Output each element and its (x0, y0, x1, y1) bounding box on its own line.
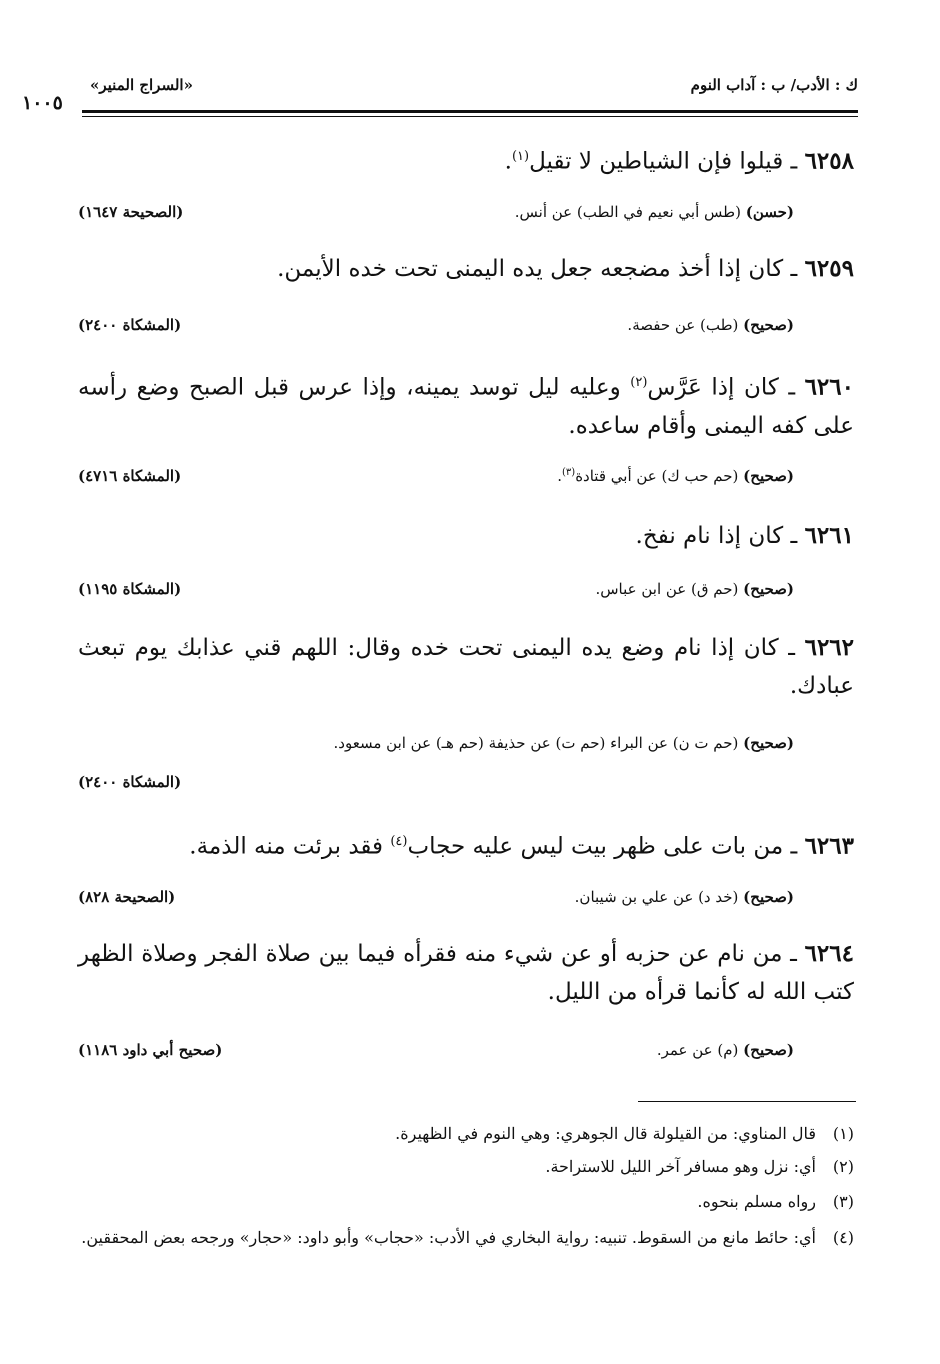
dash: ـ (790, 256, 798, 282)
source-line-6260 (78, 467, 854, 493)
hadith-6260 (78, 364, 854, 445)
grade: (صحيح) (743, 734, 794, 752)
hadith-number: ٦٢٦٣ (804, 832, 854, 860)
footnote-4 (78, 1224, 854, 1252)
reference: (المشكاة ٢٤٠٠) (78, 316, 182, 334)
hadith-6264 (78, 935, 854, 1011)
source: (خد د) عن علي بن شيبان. (574, 888, 739, 906)
dash: ـ (790, 941, 797, 967)
hadith-text-cont: وعليه ليل توسد يمينه، وإذا عرس قبل الصبح وضع رأسه على كفه اليمنى وأقام ساعده. (78, 374, 854, 439)
header-rule-thick (82, 110, 858, 113)
hadith-text-end: . (504, 148, 512, 175)
footnote-ref: (٣) (562, 467, 576, 478)
footnote-text: قال المناوي: من القيلولة قال الجوهري: وهي النوم في الظهيرة. (395, 1124, 816, 1143)
source-end: . (557, 467, 563, 485)
hadith-number: ٦٢٥٩ (804, 255, 854, 282)
hadith-number: ٦٢٦٢ (804, 634, 855, 661)
hadith-number: ٦٢٥٨ (804, 147, 854, 175)
dash: ـ (790, 523, 798, 549)
source-line-6259 (78, 316, 854, 342)
hadith-number: ٦٢٦١ (804, 522, 854, 549)
reference-line-6262 (78, 773, 854, 799)
grade: (صحيح) (743, 1041, 794, 1059)
source-line-6264 (78, 1041, 854, 1067)
reference: (المشكاة ١١٩٥) (78, 580, 182, 598)
running-header (40, 76, 858, 100)
footnote-ref: (٢) (630, 375, 648, 390)
reference: (الصحيحة ٨٢٨) (78, 888, 176, 906)
grade: (صحيح) (743, 888, 794, 906)
footnote-text: أي: حائط مانع من السقوط. تنبيه: رواية البخاري في الأدب: «حجاب» وأبو داود: «حجار» ورجحه بعض المحققين. (81, 1228, 816, 1247)
reference: (صحيح أبي داود ١١٨٦) (78, 1041, 223, 1059)
hadith-6259 (78, 250, 854, 288)
footnote-number: (٣) (832, 1192, 854, 1211)
source: (م) عن عمر. (656, 1041, 739, 1059)
source: (طس أبي نعيم في الطب) عن أنس. (514, 203, 741, 221)
source-line-6261 (78, 580, 854, 606)
hadith-text: من نام عن حزبه أو عن شيء منه فقرأه فيما بين صلاة الفجر وصلاة الظهر كتب الله له كأنما قرأه من الليل. (78, 941, 854, 1005)
chapter-title: ك : الأدب/ ب : آداب النوم (690, 76, 858, 94)
footnote-text: أي: نزل وهو مسافر آخر الليل للاستراحة. (545, 1157, 816, 1176)
hadith-number: ٦٢٦٤ (804, 940, 854, 967)
footnote-text: رواه مسلم بنحوه. (697, 1192, 816, 1211)
footnote-number: (٤) (832, 1228, 854, 1247)
hadith-text: كان إذا نام وضع يده اليمنى تحت خده وقال: اللهم قني عذابك يوم تبعث عبادك. (78, 635, 854, 699)
header-rule-thin (82, 116, 858, 117)
hadith-number: ٦٢٦٠ (804, 373, 854, 401)
source: (حم ت ن) عن البراء (حم ت) عن حذيفة (حم هـ) عن ابن مسعود. (333, 734, 739, 752)
source-line-6262 (78, 734, 854, 760)
hadith-6262 (78, 629, 854, 705)
hadith-text: كان إذا عَرَّس (647, 374, 779, 401)
dash: ـ (788, 635, 795, 661)
footnote-ref: (١) (511, 149, 530, 164)
dash: ـ (788, 374, 796, 401)
grade: (صحيح) (743, 316, 794, 334)
dash: ـ (790, 833, 798, 860)
reference: (المشكاة ٢٤٠٠) (78, 773, 182, 791)
source: (طب) عن حفصة. (627, 316, 739, 334)
source-line-6258 (78, 203, 854, 229)
footnote-3 (78, 1188, 854, 1216)
dash: ـ (790, 148, 798, 175)
grade: (صحيح) (743, 580, 794, 598)
hadith-text: قيلوا فإن الشياطين لا تقيل (529, 148, 784, 175)
reference: (المشكاة ٤٧١٦) (78, 467, 182, 485)
hadith-text: كان إذا نام نفخ. (635, 523, 784, 549)
grade: (صحيح) (743, 467, 794, 485)
grade: (حسن) (745, 203, 794, 221)
source: (حم ق) عن ابن عباس. (595, 580, 739, 598)
hadith-text-end: فقد برئت منه الذمة. (189, 833, 384, 860)
reference: (الصحيحة ١٦٤٧) (78, 203, 184, 221)
footnote-2 (78, 1153, 854, 1181)
footnote-ref: (٤) (390, 834, 408, 849)
hadith-6263 (78, 823, 854, 866)
hadith-text: من بات على ظهر بيت ليس عليه حجاب (407, 833, 784, 860)
footnote-number: (١) (832, 1124, 854, 1143)
footnote-separator (638, 1101, 856, 1102)
book-title: «السراج المنير» (90, 76, 193, 94)
footnote-number: (٢) (832, 1157, 854, 1176)
page-number: ١٠٠٥ (22, 92, 63, 114)
footnote-1 (78, 1120, 854, 1148)
hadith-6258 (78, 138, 854, 181)
source-line-6263 (78, 888, 854, 914)
source: (حم حب ك) عن أبي قتادة (575, 467, 739, 485)
hadith-text: كان إذا أخذ مضجعه جعل يده اليمنى تحت خده الأيمن. (277, 256, 784, 282)
hadith-6261 (78, 517, 854, 555)
